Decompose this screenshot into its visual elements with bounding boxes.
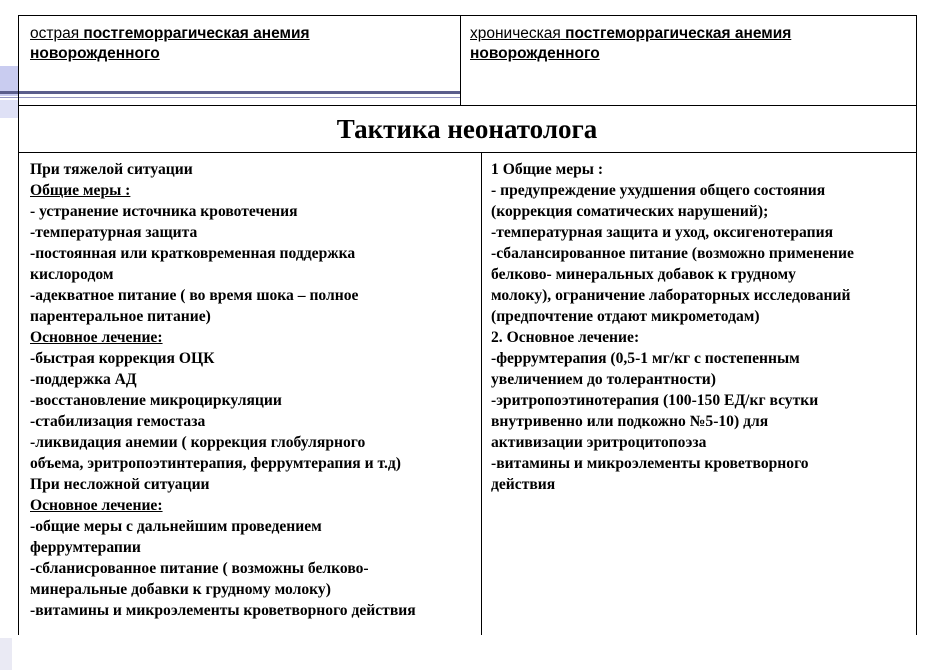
- right-column-line: -витамины и микроэлементы кроветворного: [491, 455, 809, 472]
- right-column: [491, 159, 911, 495]
- header-left-prefix: острая: [30, 25, 80, 42]
- right-column-line: (коррекция соматических нарушений);: [491, 203, 769, 220]
- right-column-line: активизации эритроцитопоэза: [491, 434, 707, 451]
- left-column-line: При тяжелой ситуации: [30, 161, 193, 178]
- header-right-line2: новорожденного: [470, 45, 600, 62]
- left-column-line: кислородом: [30, 266, 114, 283]
- left-column-line: -быстрая коррекция ОЦК: [30, 350, 215, 367]
- left-column-line: Общие меры :: [30, 182, 131, 199]
- left-column-line: -адекватное питание ( во время шока – полное: [30, 287, 359, 304]
- right-column-line: -сбалансированное питание (возможно применение: [491, 245, 854, 262]
- decorative-line-thin: [0, 97, 460, 98]
- right-column-line: -температурная защита и уход, оксигенотерапия: [491, 224, 834, 241]
- right-column-line: действия: [491, 476, 556, 493]
- right-column-line: (предпочтение отдают микрометодам): [491, 308, 760, 325]
- left-column-line: -поддержка АД: [30, 371, 137, 388]
- left-column-line: -сбланисрованное питание ( возможны белково-: [30, 560, 369, 577]
- header-left-rest: постгеморрагическая анемия: [79, 25, 310, 42]
- decorative-square-light: [0, 100, 18, 118]
- left-column-line: -витамины и микроэлементы кроветворного действия: [30, 602, 416, 619]
- right-column-line: -эритропоэтинотерапия (100-150 ЕД/кг всутки: [491, 392, 819, 409]
- left-column-line: парентеральное питание): [30, 308, 211, 325]
- left-column-line: -стабилизация гемостаза: [30, 413, 206, 430]
- left-column-line: - устранение источника кровотечения: [30, 203, 298, 220]
- header-right-rest: постгеморрагическая анемия: [560, 25, 792, 42]
- right-column-line: белково- минеральных добавок к грудному: [491, 266, 796, 283]
- left-column-line: -температурная защита: [30, 224, 198, 241]
- right-column-line: внутривенно или подкожно №5-10) для: [491, 413, 769, 430]
- right-column-line: увеличением до толерантности): [491, 371, 716, 388]
- left-column-line: -постоянная или кратковременная поддержка: [30, 245, 356, 262]
- decorative-corner: [0, 638, 12, 670]
- header-right-prefix: хроническая: [470, 25, 561, 42]
- decorative-line: [0, 91, 460, 94]
- left-column-line: Основное лечение:: [30, 329, 163, 346]
- right-column-line: 1 Общие меры :: [491, 161, 604, 178]
- right-column-line: -феррумтерапия (0,5-1 мг/кг с постепенным: [491, 350, 800, 367]
- left-column-line: -общие меры с дальнейшим проведением: [30, 518, 322, 535]
- left-column-line: феррумтерапии: [30, 539, 141, 556]
- left-column-line: -восстановление микроциркуляции: [30, 392, 282, 409]
- right-column-line: молоку), ограничение лабораторных исследований: [491, 287, 851, 304]
- left-column-line: -ликвидация анемии ( коррекция глобулярного: [30, 434, 366, 451]
- header-right: [470, 24, 910, 64]
- left-column-line: Основное лечение:: [30, 497, 163, 514]
- left-column-line: объема, эритропоэтинтерапия, феррумтерапия и т.д): [30, 455, 401, 472]
- section-title: Тактика неонатолога: [336, 113, 598, 144]
- header-left-line2: новорожденного: [30, 45, 160, 62]
- right-column-line: 2. Основное лечение:: [491, 329, 640, 346]
- right-column-line: - предупреждение ухудшения общего состояния: [491, 182, 826, 199]
- left-column-line: минеральные добавки к грудному молоку): [30, 581, 331, 598]
- left-column-line: При несложной ситуации: [30, 476, 210, 493]
- header-left: [30, 24, 450, 64]
- left-column: [30, 159, 475, 621]
